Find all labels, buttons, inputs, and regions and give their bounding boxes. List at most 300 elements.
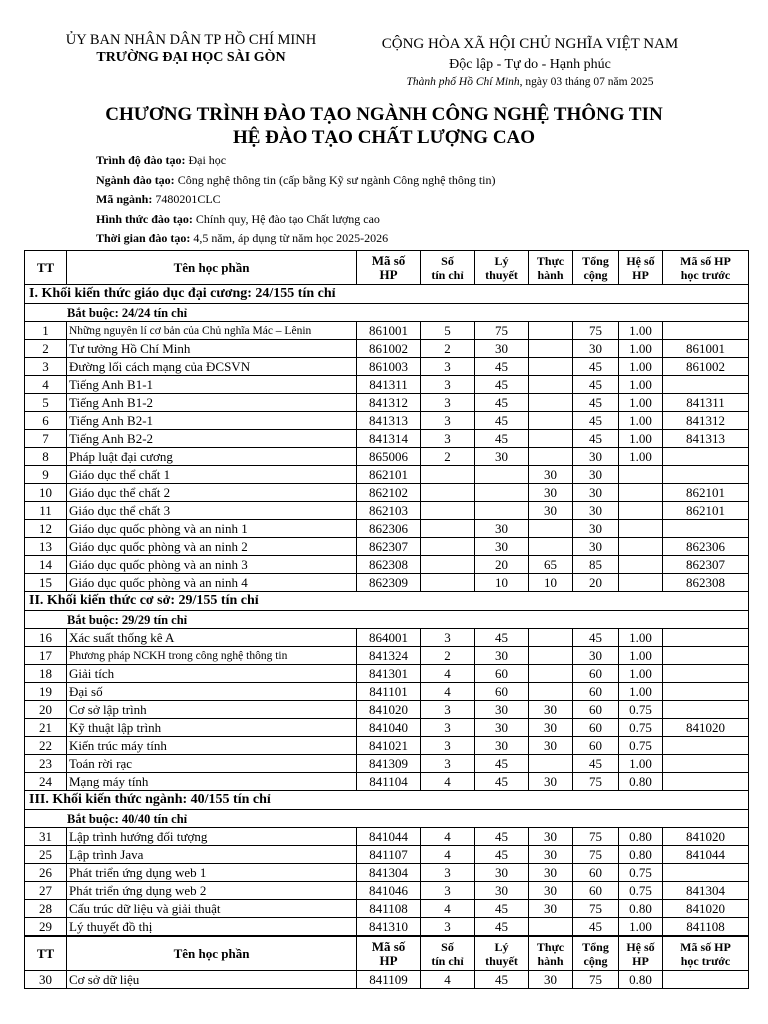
col-theory: Lý thuyết — [475, 936, 529, 971]
table-row — [25, 719, 749, 737]
cell-theory: 30 — [475, 520, 529, 538]
cell-credits: 4 — [421, 773, 475, 791]
cell-theory: 30 — [475, 701, 529, 719]
cell-practice: 30 — [529, 466, 573, 484]
cell-total: 45 — [573, 358, 619, 376]
cell-coef: 1.00 — [619, 683, 663, 701]
cell-credits: 2 — [421, 647, 475, 665]
table-row — [25, 882, 749, 900]
table-row — [25, 412, 749, 430]
cell-prereq: 862308 — [663, 574, 749, 592]
info-label: Trình độ đào tạo: — [96, 153, 186, 167]
section-subheading — [25, 611, 749, 629]
cell-coef: 0.80 — [619, 900, 663, 918]
cell-theory: 30 — [475, 864, 529, 882]
section-heading-text: II. Khối kiến thức cơ sở: 29/155 tín chỉ — [25, 592, 749, 611]
cell-theory: 45 — [475, 358, 529, 376]
cell-coef: 1.00 — [619, 430, 663, 448]
cell-tt: 12 — [25, 520, 67, 538]
section-heading — [25, 791, 749, 810]
cell-prereq — [663, 448, 749, 466]
cell-tt: 14 — [25, 556, 67, 574]
doc-title-line-2: HỆ ĐÀO TẠO CHẤT LƯỢNG CAO — [232, 127, 536, 148]
cell-code: 841311 — [357, 376, 421, 394]
cell-tt: 6 — [25, 412, 67, 430]
cell-tt: 31 — [25, 828, 67, 846]
cell-total: 30 — [573, 538, 619, 556]
cell-name: Giáo dục thể chất 1 — [67, 466, 357, 484]
cell-practice: 30 — [529, 701, 573, 719]
cell-practice: 30 — [529, 484, 573, 502]
info-value: 4,5 năm, áp dụng từ năm học 2025-2026 — [190, 231, 389, 245]
section-subheading-text: Bắt buộc: 40/40 tín chỉ — [25, 810, 749, 828]
cell-theory: 45 — [475, 376, 529, 394]
cell-theory: 30 — [475, 538, 529, 556]
section-subheading — [25, 810, 749, 828]
table-header-row — [25, 251, 749, 285]
cell-practice: 30 — [529, 737, 573, 755]
cell-name: Giáo dục quốc phòng và an ninh 1 — [67, 520, 357, 538]
cell-tt: 27 — [25, 882, 67, 900]
cell-code: 841020 — [357, 701, 421, 719]
cell-tt: 17 — [25, 647, 67, 665]
table-row — [25, 683, 749, 701]
cell-total: 30 — [573, 647, 619, 665]
cell-prereq — [663, 683, 749, 701]
header-right — [380, 36, 680, 88]
table-header-row — [25, 936, 749, 971]
cell-prereq — [663, 376, 749, 394]
section-subheading-text: Bắt buộc: 24/24 tín chỉ — [25, 304, 749, 322]
cell-tt: 21 — [25, 719, 67, 737]
col-prereq: Mã số HP học trước — [663, 936, 749, 971]
cell-credits: 4 — [421, 900, 475, 918]
cell-tt: 30 — [25, 971, 67, 989]
cell-total: 75 — [573, 900, 619, 918]
table-row — [25, 918, 749, 937]
cell-practice — [529, 647, 573, 665]
cell-total: 60 — [573, 719, 619, 737]
cell-tt: 25 — [25, 846, 67, 864]
table-row — [25, 520, 749, 538]
cell-tt: 5 — [25, 394, 67, 412]
cell-coef: 1.00 — [619, 394, 663, 412]
cell-credits: 3 — [421, 864, 475, 882]
cell-name: Lập trình hướng đối tượng — [67, 828, 357, 846]
cell-code: 862103 — [357, 502, 421, 520]
cell-name: Cơ sở lập trình — [67, 701, 357, 719]
col-code: Mã số HP — [357, 936, 421, 971]
cell-theory: 75 — [475, 322, 529, 340]
table-row — [25, 556, 749, 574]
cell-credits — [421, 520, 475, 538]
cell-credits: 5 — [421, 322, 475, 340]
cell-name: Giáo dục thể chất 3 — [67, 502, 357, 520]
cell-theory: 45 — [475, 828, 529, 846]
cell-coef: 1.00 — [619, 340, 663, 358]
cell-practice: 30 — [529, 846, 573, 864]
cell-credits: 3 — [421, 394, 475, 412]
cell-total: 45 — [573, 412, 619, 430]
cell-theory: 30 — [475, 882, 529, 900]
cell-tt: 15 — [25, 574, 67, 592]
cell-coef: 1.00 — [619, 918, 663, 937]
cell-code: 841104 — [357, 773, 421, 791]
cell-prereq: 862307 — [663, 556, 749, 574]
cell-name: Pháp luật đại cương — [67, 448, 357, 466]
cell-prereq: 841313 — [663, 430, 749, 448]
cell-theory: 30 — [475, 719, 529, 737]
cell-prereq — [663, 701, 749, 719]
cell-prereq — [663, 322, 749, 340]
cell-code: 841324 — [357, 647, 421, 665]
cell-coef: 0.75 — [619, 864, 663, 882]
table-row — [25, 864, 749, 882]
table-row — [25, 773, 749, 791]
section-heading — [25, 285, 749, 304]
org-line: ỦY BAN NHÂN DÂN TP HỒ CHÍ MINH — [65, 32, 317, 48]
cell-theory: 30 — [475, 737, 529, 755]
info-line — [96, 171, 496, 191]
table-row — [25, 430, 749, 448]
cell-practice — [529, 322, 573, 340]
cell-total: 20 — [573, 574, 619, 592]
cell-total: 45 — [573, 629, 619, 647]
cell-practice: 30 — [529, 502, 573, 520]
cell-tt: 11 — [25, 502, 67, 520]
cell-code: 861001 — [357, 322, 421, 340]
cell-name: Giáo dục thể chất 2 — [67, 484, 357, 502]
cell-tt: 1 — [25, 322, 67, 340]
cell-credits: 4 — [421, 846, 475, 864]
cell-credits — [421, 502, 475, 520]
cell-practice: 30 — [529, 864, 573, 882]
cell-coef: 0.75 — [619, 701, 663, 719]
cell-credits — [421, 466, 475, 484]
cell-code: 841046 — [357, 882, 421, 900]
table-row — [25, 701, 749, 719]
cell-coef: 1.00 — [619, 358, 663, 376]
cell-coef: 0.80 — [619, 773, 663, 791]
cell-name: Tiếng Anh B1-2 — [67, 394, 357, 412]
cell-credits: 4 — [421, 683, 475, 701]
cell-practice — [529, 755, 573, 773]
col-tt: TT — [25, 936, 67, 971]
cell-credits: 4 — [421, 665, 475, 683]
table-row — [25, 484, 749, 502]
cell-total: 30 — [573, 520, 619, 538]
cell-name: Xác suất thống kê A — [67, 629, 357, 647]
info-value: Đại học — [185, 153, 227, 167]
cell-code: 861002 — [357, 340, 421, 358]
cell-total: 45 — [573, 430, 619, 448]
cell-theory: 45 — [475, 900, 529, 918]
cell-total: 60 — [573, 701, 619, 719]
cell-coef: 0.80 — [619, 828, 663, 846]
section-heading — [25, 592, 749, 611]
section-heading-text: I. Khối kiến thức giáo dục đại cương: 24/155 tín chỉ — [25, 285, 749, 304]
date-place: Thành phố Hồ Chí Minh — [406, 76, 520, 88]
cell-tt: 24 — [25, 773, 67, 791]
cell-total: 75 — [573, 322, 619, 340]
cell-name: Toán rời rạc — [67, 755, 357, 773]
cell-name: Tư tưởng Hồ Chí Minh — [67, 340, 357, 358]
cell-theory: 10 — [475, 574, 529, 592]
table-row — [25, 466, 749, 484]
col-total: Tổng cộng — [573, 251, 619, 285]
cell-code: 841304 — [357, 864, 421, 882]
cell-name: Đại số — [67, 683, 357, 701]
cell-practice — [529, 430, 573, 448]
cell-theory: 45 — [475, 430, 529, 448]
cell-name: Tiếng Anh B2-1 — [67, 412, 357, 430]
cell-theory: 45 — [475, 971, 529, 989]
cell-prereq: 841311 — [663, 394, 749, 412]
table-row — [25, 971, 749, 989]
cell-coef — [619, 520, 663, 538]
cell-credits — [421, 574, 475, 592]
cell-theory — [475, 484, 529, 502]
cell-theory: 30 — [475, 448, 529, 466]
cell-tt: 26 — [25, 864, 67, 882]
col-prereq: Mã số HP học trước — [663, 251, 749, 285]
cell-tt: 22 — [25, 737, 67, 755]
cell-theory: 20 — [475, 556, 529, 574]
info-label: Mã ngành: — [96, 192, 153, 206]
cell-prereq — [663, 665, 749, 683]
cell-prereq: 841044 — [663, 846, 749, 864]
cell-code: 841301 — [357, 665, 421, 683]
cell-practice: 10 — [529, 574, 573, 592]
cell-name: Kiến trúc máy tính — [67, 737, 357, 755]
date-line — [380, 76, 680, 88]
cell-theory: 45 — [475, 629, 529, 647]
info-label: Hình thức đào tạo: — [96, 211, 193, 226]
cell-prereq — [663, 520, 749, 538]
cell-practice: 30 — [529, 882, 573, 900]
cell-prereq: 841108 — [663, 918, 749, 937]
table-row — [25, 448, 749, 466]
table-row — [25, 538, 749, 556]
table-row — [25, 340, 749, 358]
cell-code: 841021 — [357, 737, 421, 755]
cell-credits: 2 — [421, 340, 475, 358]
cell-theory: 45 — [475, 918, 529, 937]
info-value: Chính quy, Hệ đào tạo Chất lượng cao — [192, 211, 380, 226]
cell-credits: 3 — [421, 755, 475, 773]
cell-theory — [475, 466, 529, 484]
table-row — [25, 394, 749, 412]
cell-total: 30 — [573, 448, 619, 466]
cell-name: Những nguyên lí cơ bản của Chủ nghĩa Mác – Lênin — [67, 322, 357, 340]
table-row — [25, 647, 749, 665]
cell-total: 30 — [573, 502, 619, 520]
cell-name: Tiếng Anh B2-2 — [67, 430, 357, 448]
table-row — [25, 846, 749, 864]
cell-name: Đường lối cách mạng của ĐCSVN — [67, 358, 357, 376]
cell-total: 75 — [573, 828, 619, 846]
cell-prereq — [663, 629, 749, 647]
cell-name: Lý thuyết đồ thị — [67, 918, 357, 937]
col-code: Mã số HP — [357, 251, 421, 285]
col-total: Tổng cộng — [573, 936, 619, 971]
cell-practice — [529, 918, 573, 937]
cell-theory: 45 — [475, 755, 529, 773]
cell-name: Kỹ thuật lập trình — [67, 719, 357, 737]
cell-coef: 1.00 — [619, 665, 663, 683]
section-subheading-text: Bắt buộc: 29/29 tín chỉ — [25, 611, 749, 629]
section-subheading — [25, 304, 749, 322]
cell-theory: 30 — [475, 340, 529, 358]
cell-code: 841101 — [357, 683, 421, 701]
cell-tt: 29 — [25, 918, 67, 937]
cell-total: 60 — [573, 737, 619, 755]
cell-theory: 60 — [475, 683, 529, 701]
cell-prereq — [663, 773, 749, 791]
cell-coef: 0.75 — [619, 719, 663, 737]
table-row — [25, 502, 749, 520]
cell-total: 45 — [573, 755, 619, 773]
col-credits: Số tín chỉ — [421, 936, 475, 971]
cell-credits: 3 — [421, 358, 475, 376]
cell-practice — [529, 538, 573, 556]
cell-code: 841310 — [357, 918, 421, 937]
cell-name: Giáo dục quốc phòng và an ninh 3 — [67, 556, 357, 574]
cell-practice — [529, 629, 573, 647]
cell-coef: 0.80 — [619, 971, 663, 989]
cell-tt: 7 — [25, 430, 67, 448]
cell-credits: 3 — [421, 701, 475, 719]
cell-practice — [529, 683, 573, 701]
cell-name: Mạng máy tính — [67, 773, 357, 791]
cell-practice: 65 — [529, 556, 573, 574]
cell-code: 865006 — [357, 448, 421, 466]
cell-coef: 1.00 — [619, 755, 663, 773]
cell-code: 862309 — [357, 574, 421, 592]
cell-credits: 3 — [421, 737, 475, 755]
col-practice: Thực hành — [529, 936, 573, 971]
cell-code: 841309 — [357, 755, 421, 773]
cell-code: 862308 — [357, 556, 421, 574]
table-row — [25, 828, 749, 846]
cell-name: Phát triển ứng dụng web 1 — [67, 864, 357, 882]
cell-name: Phát triển ứng dụng web 2 — [67, 882, 357, 900]
cell-practice — [529, 358, 573, 376]
info-line — [96, 190, 496, 210]
cell-credits: 3 — [421, 629, 475, 647]
cell-tt: 8 — [25, 448, 67, 466]
cell-practice: 30 — [529, 900, 573, 918]
cell-code: 841314 — [357, 430, 421, 448]
cell-tt: 9 — [25, 466, 67, 484]
cell-theory: 45 — [475, 773, 529, 791]
cell-prereq: 861002 — [663, 358, 749, 376]
cell-name: Giáo dục quốc phòng và an ninh 2 — [67, 538, 357, 556]
cell-code: 862306 — [357, 520, 421, 538]
cell-coef: 0.80 — [619, 846, 663, 864]
cell-coef: 0.75 — [619, 882, 663, 900]
col-practice: Thực hành — [529, 251, 573, 285]
cell-theory — [475, 502, 529, 520]
cell-total: 45 — [573, 394, 619, 412]
cell-theory: 45 — [475, 846, 529, 864]
cell-prereq — [663, 737, 749, 755]
col-theory: Lý thuyết — [475, 251, 529, 285]
cell-name: Phương pháp NCKH trong công nghệ thông tin — [67, 647, 357, 665]
table-row — [25, 574, 749, 592]
cell-credits: 3 — [421, 918, 475, 937]
cell-prereq — [663, 864, 749, 882]
table-row — [25, 900, 749, 918]
cell-total: 60 — [573, 864, 619, 882]
cell-tt: 10 — [25, 484, 67, 502]
cell-prereq — [663, 971, 749, 989]
cell-prereq — [663, 647, 749, 665]
cell-practice — [529, 412, 573, 430]
cell-code: 841312 — [357, 394, 421, 412]
cell-practice — [529, 394, 573, 412]
cell-total: 60 — [573, 683, 619, 701]
cell-name: Lập trình Java — [67, 846, 357, 864]
table-row — [25, 322, 749, 340]
cell-code: 841044 — [357, 828, 421, 846]
col-tt: TT — [25, 251, 67, 285]
section-heading-text: III. Khối kiến thức ngành: 40/155 tín chỉ — [25, 791, 749, 810]
table-row — [25, 376, 749, 394]
date-text: , ngày 03 tháng 07 năm 2025 — [519, 76, 654, 88]
cell-coef: 1.00 — [619, 448, 663, 466]
cell-coef: 1.00 — [619, 629, 663, 647]
cell-total: 75 — [573, 773, 619, 791]
cell-prereq: 862101 — [663, 484, 749, 502]
cell-tt: 4 — [25, 376, 67, 394]
cell-credits — [421, 538, 475, 556]
cell-total: 75 — [573, 846, 619, 864]
cell-theory: 60 — [475, 665, 529, 683]
cell-code: 861003 — [357, 358, 421, 376]
cell-coef — [619, 556, 663, 574]
cell-tt: 28 — [25, 900, 67, 918]
cell-credits: 3 — [421, 376, 475, 394]
cell-tt: 23 — [25, 755, 67, 773]
cell-total: 30 — [573, 466, 619, 484]
info-value: Công nghệ thông tin (cấp bằng Kỹ sư ngành Công nghệ thông tin) — [174, 172, 496, 187]
cell-code: 841313 — [357, 412, 421, 430]
cell-theory: 45 — [475, 412, 529, 430]
cell-coef — [619, 574, 663, 592]
cell-name: Giáo dục quốc phòng và an ninh 4 — [67, 574, 357, 592]
table-row — [25, 755, 749, 773]
table-row — [25, 358, 749, 376]
cell-tt: 19 — [25, 683, 67, 701]
cell-prereq: 861001 — [663, 340, 749, 358]
cell-prereq: 862306 — [663, 538, 749, 556]
col-credits: Số tín chỉ — [421, 251, 475, 285]
curriculum-table — [24, 250, 749, 989]
cell-coef: 1.00 — [619, 322, 663, 340]
cell-total: 30 — [573, 340, 619, 358]
cell-credits: 3 — [421, 882, 475, 900]
cell-prereq — [663, 755, 749, 773]
cell-name: Giải tích — [67, 665, 357, 683]
cell-code: 841040 — [357, 719, 421, 737]
cell-practice — [529, 665, 573, 683]
cell-total: 45 — [573, 918, 619, 937]
cell-practice: 30 — [529, 719, 573, 737]
cell-practice — [529, 520, 573, 538]
table-row — [25, 737, 749, 755]
info-label: Ngành đào tạo: — [96, 172, 175, 187]
